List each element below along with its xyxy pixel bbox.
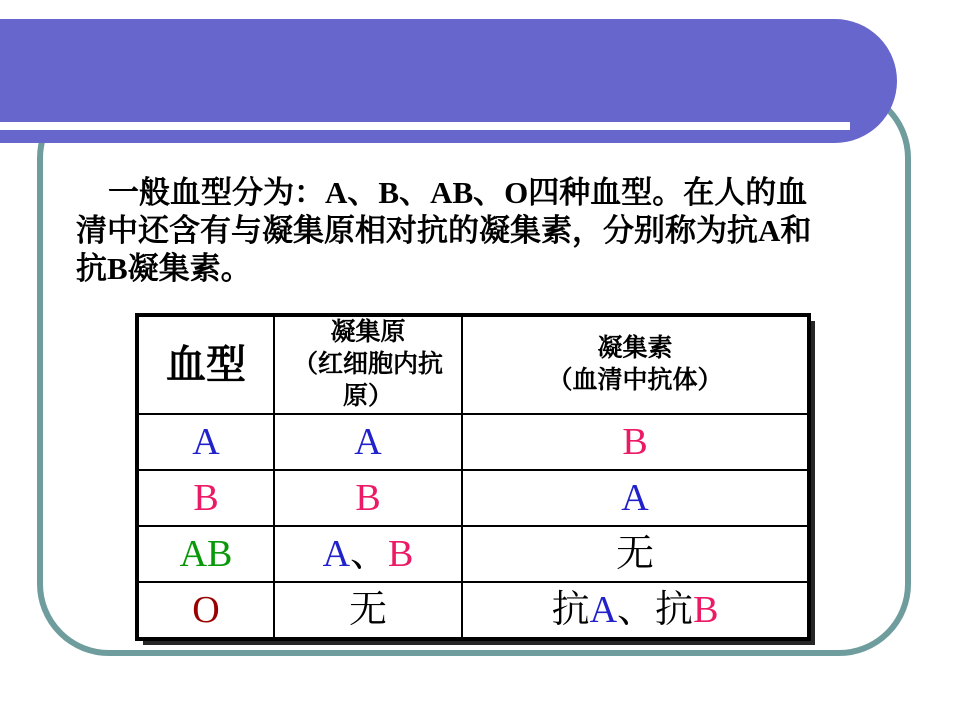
header-agglutinogen: [274, 315, 462, 414]
text-segment: A: [354, 421, 382, 463]
table-cell: [462, 414, 809, 470]
text-segment: AB: [179, 533, 233, 575]
table-row-B: [137, 470, 809, 526]
intro-line: 一般血型分为：A、B、AB、O四种血型。在人的血: [108, 175, 808, 210]
header-agglutinin: [462, 315, 809, 414]
table-row-A: [137, 414, 809, 470]
intro-paragraph: [76, 174, 888, 288]
text-segment: 、: [350, 533, 389, 575]
table-row-AB: [137, 526, 809, 582]
header-title: 血型: [166, 342, 246, 387]
banner-underline: [0, 122, 850, 130]
blood-type-table: [135, 313, 811, 641]
text-segment: A: [322, 533, 351, 575]
text-segment: 抗: [551, 589, 590, 631]
text-segment: B: [693, 589, 719, 631]
text-segment: 、抗: [617, 589, 694, 631]
header-subtitle: （红细胞内抗原）: [292, 351, 443, 410]
text-segment: A: [621, 477, 649, 519]
table-cell: [137, 470, 274, 526]
table-cell: [462, 582, 809, 639]
table-cell: [137, 582, 274, 639]
header-subtitle: （血清中抗体）: [547, 367, 723, 394]
text-segment: B: [355, 477, 381, 519]
table-cell: [274, 582, 462, 639]
text-segment: 无: [348, 589, 387, 631]
header-title: 凝集原: [330, 319, 406, 346]
text-segment: B: [193, 477, 219, 519]
text-segment: A: [192, 421, 220, 463]
table-row-O: [137, 582, 809, 639]
table-cell: [274, 470, 462, 526]
table-cell: [462, 526, 809, 582]
text-segment: B: [388, 533, 414, 575]
table-cell: [462, 470, 809, 526]
intro-line: 清中还含有与凝集原相对抗的凝集素，分别称为抗A和: [76, 213, 812, 248]
header-blood-type: [137, 315, 274, 414]
header-title: 凝集素: [597, 335, 673, 362]
title-banner: [0, 19, 897, 143]
text-segment: A: [589, 589, 618, 631]
table-cell: [137, 526, 274, 582]
text-segment: 无: [615, 533, 654, 575]
table-cell: [137, 414, 274, 470]
table-header-row: [137, 315, 809, 414]
table-cell: [274, 414, 462, 470]
table-cell: [274, 526, 462, 582]
text-segment: B: [622, 421, 648, 463]
text-segment: O: [192, 589, 220, 631]
intro-line: 抗B凝集素。: [76, 251, 252, 286]
